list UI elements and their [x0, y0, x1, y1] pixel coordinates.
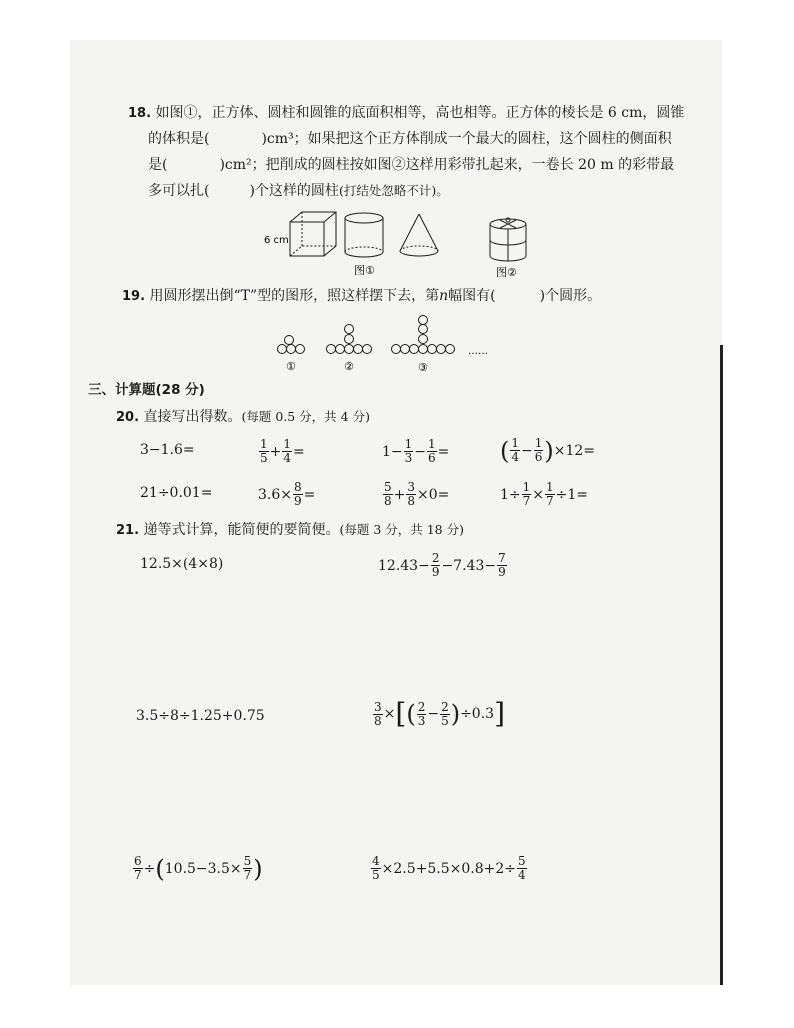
section-3-title: 三、计算题(28 分)	[88, 382, 205, 398]
q18-text-2b: )cm³；如果把这个正方体削成一个最大的圆柱，这个圆柱的侧面积	[261, 131, 672, 147]
q20-expr-8: 1÷ $\frac{1}{7}$ × $\frac{1}{7}$ ÷1=	[500, 480, 589, 508]
q18-text-3a: 是(	[148, 157, 168, 173]
q20-expr-1	[140, 442, 195, 458]
q18-text-4b: )个这样的圆柱	[249, 183, 339, 199]
q19-text-b: 幅图有(	[448, 288, 496, 304]
q20-note: (每题 0.5 分，共 4 分)	[241, 409, 370, 424]
q20-expr-2: $\frac{1}{5}$ + $\frac{1}{4}$ =	[260, 437, 305, 465]
cube-shape	[290, 212, 336, 256]
fig2-caption: 图②	[496, 266, 517, 279]
q20-expr-6: 3.6× $\frac{8}{9}$ =	[258, 480, 316, 508]
q18-line1	[128, 100, 684, 127]
q18-number: 18.	[128, 106, 152, 121]
fraction-1-4: $\frac{1}{4}$	[283, 437, 292, 465]
expr-text: 3−1.6=	[140, 442, 195, 458]
cone-shape	[400, 214, 438, 256]
page-edge-line	[720, 345, 723, 985]
q18-line4	[148, 178, 449, 204]
q18-note: (打结处忽略不计)。	[338, 183, 449, 198]
q21-number: 21.	[116, 523, 140, 538]
figure-2	[484, 212, 534, 282]
figure-1	[262, 208, 462, 282]
q20-expr-3: 1− $\frac{1}{3}$ − $\frac{1}{6}$ =	[382, 437, 450, 465]
q21-expr-1: 12.5×(4×8)	[140, 556, 224, 572]
q19-text-c: )个圆形。	[539, 288, 602, 304]
q18-text-2a: 的体积是(	[148, 131, 210, 147]
q21-expr-6: $\frac{4}{5}$ ×2.5+5.5×0.8+2÷ $\frac{5}{4}$	[372, 854, 526, 882]
q21-expr-2: 12.43− $\frac{2}{9}$ −7.43− $\frac{7}{9}$	[378, 551, 506, 579]
q18-line2	[148, 126, 672, 152]
q19-n: n	[439, 288, 449, 304]
q20-title: 直接写出得数。	[143, 409, 242, 425]
q21-expr-4: $\frac{3}{8}$ × [ ( $\frac{2}{3}$ − $\frac{2}{5}$ ) ÷0.3 ]	[374, 697, 506, 730]
q20-heading	[116, 404, 370, 431]
q19-number: 19.	[122, 289, 146, 304]
pattern-3	[392, 316, 455, 354]
q21-expr-3: 3.5÷8÷1.25+0.75	[136, 708, 265, 724]
q20-expr-4: ( $\frac{1}{4}$ − $\frac{1}{6}$ ) ×12=	[500, 436, 596, 465]
q18-text-4a: 多可以扎(	[148, 183, 210, 199]
q19-text-a: 用圆形摆出倒“T”型的图形，照这样摆下去，第	[149, 288, 440, 304]
q19-line	[122, 283, 601, 310]
pattern-ellipsis: ……	[468, 346, 488, 357]
q18-line3	[148, 152, 674, 178]
q20-expr-5: 21÷0.01=	[140, 485, 213, 501]
q20-number: 20.	[116, 410, 140, 425]
q21-note: (每题 3 分，共 18 分)	[339, 522, 464, 537]
q21-heading	[116, 517, 464, 544]
t-shape-pattern	[272, 314, 502, 374]
q21-expr-5: $\frac{6}{7}$ ÷ ( 10.5−3.5× $\frac{5}{7}$ )	[134, 854, 263, 883]
q18-text-1: 如图①，正方体、圆柱和圆锥的底面积相等，高也相等。正方体的棱长是 6 cm，圆锥	[155, 105, 685, 121]
pattern-2	[327, 325, 372, 354]
pattern-1	[278, 336, 305, 354]
tied-cylinder	[490, 218, 526, 261]
cylinder-shape	[345, 213, 383, 257]
fraction-1-5: $\frac{1}{5}$	[260, 437, 268, 465]
pattern-caption-3: ③	[418, 361, 428, 374]
pattern-caption-1: ①	[286, 360, 296, 373]
cube-edge-label: 6 cm	[264, 235, 289, 246]
q20-expr-7: $\frac{5}{8}$ + $\frac{3}{8}$ ×0=	[384, 480, 450, 508]
q18-text-3b: )cm²；把削成的圆柱按如图②这样用彩带扎起来，一卷长 20 m 的彩带最	[219, 157, 675, 173]
fig1-caption: 图①	[354, 264, 375, 277]
q21-title: 递等式计算，能简便的要简便。	[143, 522, 340, 538]
pattern-caption-2: ②	[344, 360, 354, 373]
